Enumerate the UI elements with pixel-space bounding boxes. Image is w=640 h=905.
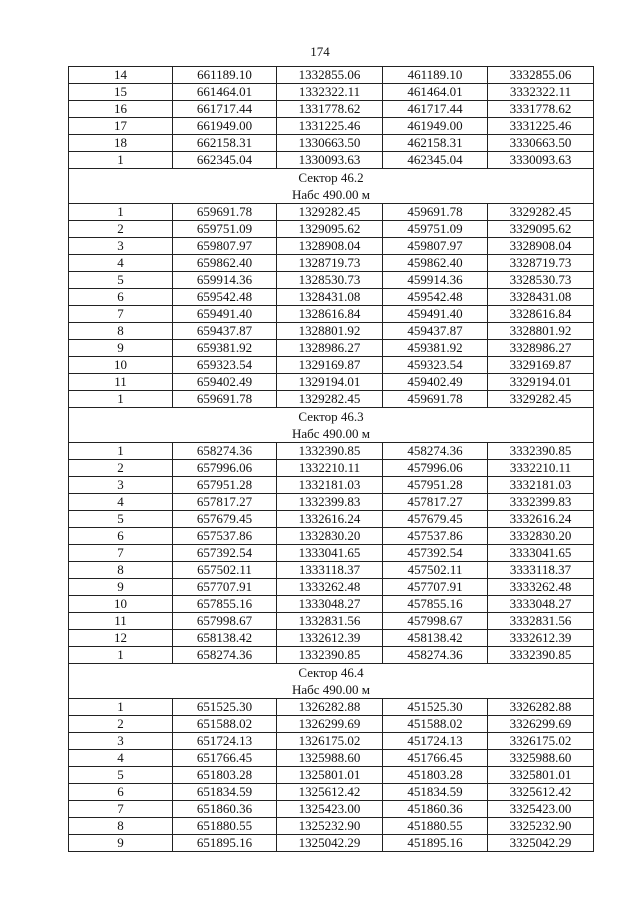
coordinate-cell: 1332830.20 (277, 528, 383, 545)
coordinate-cell: 451766.45 (383, 750, 488, 767)
coordinate-cell: 659691.78 (173, 391, 277, 408)
coordinate-cell: 1332390.85 (277, 443, 383, 460)
coordinate-cell: 1329282.45 (277, 204, 383, 221)
coordinate-cell: 3326282.88 (488, 699, 594, 716)
coordinate-cell: 659323.54 (173, 357, 277, 374)
coordinate-cell: 661189.10 (173, 67, 277, 84)
coordinate-cell: 1329169.87 (277, 357, 383, 374)
coordinate-cell: 1329282.45 (277, 391, 383, 408)
coordinate-cell: 461464.01 (383, 84, 488, 101)
point-number-cell: 8 (69, 323, 173, 340)
coordinate-cell: 1332399.83 (277, 494, 383, 511)
coordinate-cell: 3332322.11 (488, 84, 594, 101)
coordinate-cell: 657679.45 (173, 511, 277, 528)
point-number-cell: 11 (69, 613, 173, 630)
coordinate-cell: 1325042.29 (277, 835, 383, 852)
coordinate-cell: 1332612.39 (277, 630, 383, 647)
coordinate-cell: 461949.00 (383, 118, 488, 135)
table-row (69, 306, 594, 323)
table-row (69, 801, 594, 818)
point-number-cell: 1 (69, 152, 173, 169)
table-row (69, 647, 594, 664)
coordinate-cell: 462158.31 (383, 135, 488, 152)
coordinate-cell: 657996.06 (173, 460, 277, 477)
table-row (69, 391, 594, 408)
table-row (69, 528, 594, 545)
point-number-cell: 7 (69, 545, 173, 562)
coordinate-cell: 657707.91 (173, 579, 277, 596)
sector-title: Сектор 46.3 (298, 409, 364, 424)
coordinate-cell: 659914.36 (173, 272, 277, 289)
sector-height: Набс 490.00 м (291, 682, 371, 697)
sector-header-row (69, 169, 594, 204)
coordinate-cell: 459862.40 (383, 255, 488, 272)
coordinate-cell: 459542.48 (383, 289, 488, 306)
coordinate-cell: 658138.42 (173, 630, 277, 647)
coordinate-cell: 1330093.63 (277, 152, 383, 169)
sector-header (69, 169, 594, 204)
coordinate-cell: 1331225.46 (277, 118, 383, 135)
coordinate-cell: 1333041.65 (277, 545, 383, 562)
coordinate-cell: 657855.16 (173, 596, 277, 613)
coordinates-table (68, 66, 594, 852)
coordinate-cell: 3328431.08 (488, 289, 594, 306)
coordinate-cell: 451860.36 (383, 801, 488, 818)
point-number-cell: 1 (69, 699, 173, 716)
table-row (69, 238, 594, 255)
coordinate-cell: 1328986.27 (277, 340, 383, 357)
coordinate-cell: 451880.55 (383, 818, 488, 835)
table-row (69, 221, 594, 238)
table-row (69, 460, 594, 477)
coordinate-cell: 1328801.92 (277, 323, 383, 340)
coordinate-cell: 659691.78 (173, 204, 277, 221)
coordinate-cell: 657998.67 (173, 613, 277, 630)
coordinate-cell: 651803.28 (173, 767, 277, 784)
point-number-cell: 6 (69, 528, 173, 545)
coordinate-cell: 3329282.45 (488, 204, 594, 221)
sector-title: Сектор 46.4 (298, 665, 364, 680)
coordinate-cell: 3326299.69 (488, 716, 594, 733)
coordinate-cell: 662158.31 (173, 135, 277, 152)
coordinate-cell: 459807.97 (383, 238, 488, 255)
coordinate-cell: 3333048.27 (488, 596, 594, 613)
coordinate-cell: 651880.55 (173, 818, 277, 835)
sector-header-row (69, 408, 594, 443)
table-row (69, 818, 594, 835)
coordinate-cell: 3328801.92 (488, 323, 594, 340)
coordinate-cell: 3325988.60 (488, 750, 594, 767)
coordinate-cell: 3332855.06 (488, 67, 594, 84)
coordinate-cell: 1333262.48 (277, 579, 383, 596)
coordinate-cell: 3325801.01 (488, 767, 594, 784)
coordinate-cell: 659381.92 (173, 340, 277, 357)
coordinate-cell: 1333048.27 (277, 596, 383, 613)
table-row (69, 255, 594, 272)
coordinate-cell: 459437.87 (383, 323, 488, 340)
coordinate-cell: 1333118.37 (277, 562, 383, 579)
point-number-cell: 1 (69, 204, 173, 221)
coordinate-cell: 1332831.56 (277, 613, 383, 630)
coordinate-cell: 459402.49 (383, 374, 488, 391)
coordinate-cell: 1331778.62 (277, 101, 383, 118)
table-row (69, 494, 594, 511)
coordinate-cell: 3332210.11 (488, 460, 594, 477)
coordinate-cell: 457951.28 (383, 477, 488, 494)
point-number-cell: 1 (69, 391, 173, 408)
coordinate-cell: 661949.00 (173, 118, 277, 135)
point-number-cell: 5 (69, 511, 173, 528)
coordinate-cell: 657817.27 (173, 494, 277, 511)
sector-header (69, 408, 594, 443)
coordinate-cell: 459914.36 (383, 272, 488, 289)
coordinate-cell: 457707.91 (383, 579, 488, 596)
coordinate-cell: 1328431.08 (277, 289, 383, 306)
coordinate-cell: 658274.36 (173, 647, 277, 664)
coordinate-cell: 657951.28 (173, 477, 277, 494)
coordinate-cell: 651588.02 (173, 716, 277, 733)
coordinate-cell: 457679.45 (383, 511, 488, 528)
coordinate-cell: 659751.09 (173, 221, 277, 238)
coordinate-cell: 459323.54 (383, 357, 488, 374)
coordinate-cell: 1328616.84 (277, 306, 383, 323)
coordinate-cell: 1329095.62 (277, 221, 383, 238)
coordinate-cell: 657392.54 (173, 545, 277, 562)
coordinate-cell: 1328719.73 (277, 255, 383, 272)
point-number-cell: 16 (69, 101, 173, 118)
coordinate-cell: 451834.59 (383, 784, 488, 801)
coordinate-cell: 651525.30 (173, 699, 277, 716)
table-row (69, 118, 594, 135)
sector-height: Набс 490.00 м (291, 426, 371, 441)
coordinate-cell: 659807.97 (173, 238, 277, 255)
coordinate-cell: 3333262.48 (488, 579, 594, 596)
coordinate-cell: 451588.02 (383, 716, 488, 733)
coordinate-cell: 659542.48 (173, 289, 277, 306)
coordinate-cell: 651895.16 (173, 835, 277, 852)
coordinate-cell: 657537.86 (173, 528, 277, 545)
coordinate-cell: 1332210.11 (277, 460, 383, 477)
coordinate-cell: 457392.54 (383, 545, 488, 562)
coordinate-cell: 1326175.02 (277, 733, 383, 750)
coordinate-cell: 3329095.62 (488, 221, 594, 238)
coordinate-cell: 1325801.01 (277, 767, 383, 784)
coordinate-cell: 1328530.73 (277, 272, 383, 289)
table-row (69, 67, 594, 84)
coordinate-cell: 3325423.00 (488, 801, 594, 818)
table-row (69, 562, 594, 579)
coordinate-cell: 461717.44 (383, 101, 488, 118)
table-row (69, 84, 594, 101)
coordinate-cell: 3328986.27 (488, 340, 594, 357)
coordinate-cell: 1325988.60 (277, 750, 383, 767)
coordinate-cell: 3331778.62 (488, 101, 594, 118)
coordinate-cell: 1332181.03 (277, 477, 383, 494)
coordinate-cell: 3332616.24 (488, 511, 594, 528)
table-row (69, 340, 594, 357)
table-row (69, 477, 594, 494)
point-number-cell: 2 (69, 716, 173, 733)
coordinate-cell: 1326282.88 (277, 699, 383, 716)
table-row (69, 784, 594, 801)
coordinate-cell: 457817.27 (383, 494, 488, 511)
coordinate-cell: 1328908.04 (277, 238, 383, 255)
coordinate-cell: 459691.78 (383, 204, 488, 221)
coordinate-cell: 451895.16 (383, 835, 488, 852)
page-number: 174 (310, 44, 330, 59)
coordinate-cell: 3332390.85 (488, 647, 594, 664)
point-number-cell: 3 (69, 477, 173, 494)
sector-height: Набс 490.00 м (291, 187, 371, 202)
coordinate-cell: 659437.87 (173, 323, 277, 340)
coordinate-cell: 458274.36 (383, 647, 488, 664)
coordinate-cell: 457998.67 (383, 613, 488, 630)
coordinate-cell: 457537.86 (383, 528, 488, 545)
table-row (69, 733, 594, 750)
coordinate-cell: 1325612.42 (277, 784, 383, 801)
coordinate-cell: 451803.28 (383, 767, 488, 784)
point-number-cell: 6 (69, 784, 173, 801)
point-number-cell: 10 (69, 596, 173, 613)
point-number-cell: 4 (69, 255, 173, 272)
table-row (69, 101, 594, 118)
coordinate-cell: 661717.44 (173, 101, 277, 118)
point-number-cell: 3 (69, 238, 173, 255)
table-row (69, 152, 594, 169)
point-number-cell: 6 (69, 289, 173, 306)
coordinate-cell: 651860.36 (173, 801, 277, 818)
table-row (69, 443, 594, 460)
table-row (69, 204, 594, 221)
table-row (69, 579, 594, 596)
coordinate-cell: 458138.42 (383, 630, 488, 647)
sector-title: Сектор 46.2 (298, 170, 364, 185)
point-number-cell: 9 (69, 579, 173, 596)
coordinate-cell: 3329194.01 (488, 374, 594, 391)
table-row (69, 323, 594, 340)
point-number-cell: 2 (69, 460, 173, 477)
coordinate-cell: 659862.40 (173, 255, 277, 272)
coordinate-cell: 658274.36 (173, 443, 277, 460)
point-number-cell: 9 (69, 835, 173, 852)
coordinate-cell: 651724.13 (173, 733, 277, 750)
coordinate-cell: 3333118.37 (488, 562, 594, 579)
coordinate-cell: 3332830.20 (488, 528, 594, 545)
coordinate-cell: 3325612.42 (488, 784, 594, 801)
table-row (69, 511, 594, 528)
coordinate-cell: 3328616.84 (488, 306, 594, 323)
coordinate-cell: 3325232.90 (488, 818, 594, 835)
coordinate-cell: 3329169.87 (488, 357, 594, 374)
coordinate-cell: 1332855.06 (277, 67, 383, 84)
point-number-cell: 7 (69, 801, 173, 818)
coordinate-cell: 1326299.69 (277, 716, 383, 733)
coordinate-cell: 451724.13 (383, 733, 488, 750)
point-number-cell: 8 (69, 818, 173, 835)
coordinate-cell: 651766.45 (173, 750, 277, 767)
point-number-cell: 1 (69, 443, 173, 460)
coordinate-cell: 3332612.39 (488, 630, 594, 647)
coordinate-cell: 3332390.85 (488, 443, 594, 460)
table-row (69, 596, 594, 613)
table-row (69, 750, 594, 767)
coordinate-cell: 457996.06 (383, 460, 488, 477)
table-row (69, 716, 594, 733)
table-row (69, 835, 594, 852)
point-number-cell: 4 (69, 494, 173, 511)
coordinate-cell: 461189.10 (383, 67, 488, 84)
table-row (69, 272, 594, 289)
table-row (69, 613, 594, 630)
coordinate-cell: 3328530.73 (488, 272, 594, 289)
coordinate-cell: 3330663.50 (488, 135, 594, 152)
coordinate-cell: 457502.11 (383, 562, 488, 579)
table-row (69, 135, 594, 152)
coordinate-cell: 3326175.02 (488, 733, 594, 750)
sector-header (69, 664, 594, 699)
coordinate-cell: 1330663.50 (277, 135, 383, 152)
coordinate-cell: 457855.16 (383, 596, 488, 613)
coordinate-cell: 3328908.04 (488, 238, 594, 255)
table-row (69, 767, 594, 784)
table-row (69, 374, 594, 391)
coordinate-cell: 1332322.11 (277, 84, 383, 101)
point-number-cell: 14 (69, 67, 173, 84)
point-number-cell: 9 (69, 340, 173, 357)
coordinate-cell: 3333041.65 (488, 545, 594, 562)
coordinate-cell: 3332399.83 (488, 494, 594, 511)
point-number-cell: 3 (69, 733, 173, 750)
coordinate-cell: 459751.09 (383, 221, 488, 238)
coordinate-cell: 3325042.29 (488, 835, 594, 852)
coordinate-cell: 657502.11 (173, 562, 277, 579)
point-number-cell: 4 (69, 750, 173, 767)
point-number-cell: 1 (69, 647, 173, 664)
point-number-cell: 8 (69, 562, 173, 579)
coordinate-cell: 1332390.85 (277, 647, 383, 664)
coordinate-cell: 1325232.90 (277, 818, 383, 835)
coordinate-cell: 1329194.01 (277, 374, 383, 391)
coordinate-cell: 659402.49 (173, 374, 277, 391)
point-number-cell: 5 (69, 767, 173, 784)
table-row (69, 545, 594, 562)
point-number-cell: 17 (69, 118, 173, 135)
coordinate-cell: 662345.04 (173, 152, 277, 169)
coordinate-cell: 459691.78 (383, 391, 488, 408)
point-number-cell: 10 (69, 357, 173, 374)
point-number-cell: 15 (69, 84, 173, 101)
coordinate-cell: 459381.92 (383, 340, 488, 357)
coordinate-cell: 661464.01 (173, 84, 277, 101)
table-row (69, 630, 594, 647)
coordinate-cell: 1325423.00 (277, 801, 383, 818)
coordinates-table-body (69, 67, 594, 852)
point-number-cell: 5 (69, 272, 173, 289)
point-number-cell: 18 (69, 135, 173, 152)
coordinate-cell: 3329282.45 (488, 391, 594, 408)
table-row (69, 289, 594, 306)
point-number-cell: 7 (69, 306, 173, 323)
table-row (69, 699, 594, 716)
coordinate-cell: 451525.30 (383, 699, 488, 716)
coordinate-cell: 459491.40 (383, 306, 488, 323)
coordinate-cell: 458274.36 (383, 443, 488, 460)
coordinate-cell: 3332181.03 (488, 477, 594, 494)
sector-header-row (69, 664, 594, 699)
table-row (69, 357, 594, 374)
coordinate-cell: 3331225.46 (488, 118, 594, 135)
coordinate-cell: 3330093.63 (488, 152, 594, 169)
coordinate-cell: 651834.59 (173, 784, 277, 801)
coordinate-cell: 3332831.56 (488, 613, 594, 630)
coordinate-cell: 462345.04 (383, 152, 488, 169)
point-number-cell: 2 (69, 221, 173, 238)
coordinate-cell: 659491.40 (173, 306, 277, 323)
point-number-cell: 11 (69, 374, 173, 391)
point-number-cell: 12 (69, 630, 173, 647)
coordinate-cell: 1332616.24 (277, 511, 383, 528)
coordinate-cell: 3328719.73 (488, 255, 594, 272)
